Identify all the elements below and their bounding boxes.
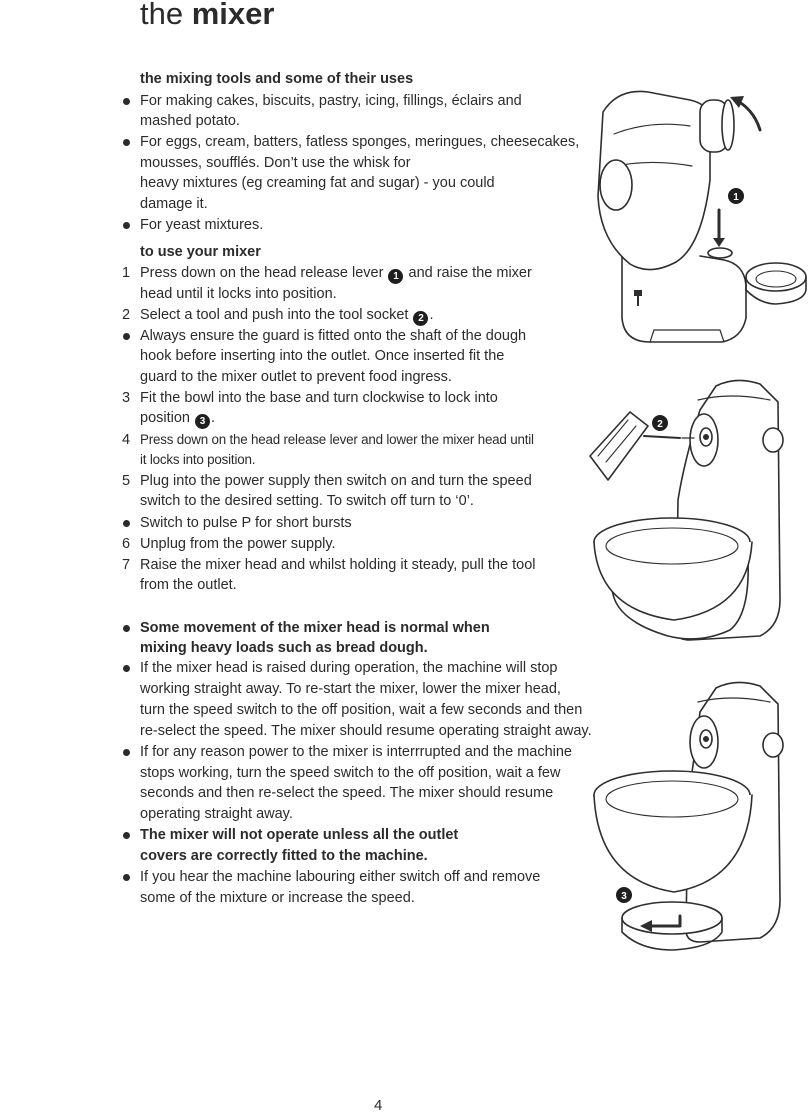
guard-note: Always ensure the guard is fitted onto the shaft of the dough	[0, 326, 640, 346]
callout-3-icon: 3	[195, 414, 210, 429]
mixer-bowl-fit-illustration	[594, 682, 783, 950]
pulse-note: Switch to pulse P for short bursts	[0, 513, 640, 533]
step-1: 1 Press down on the head release lever 1 and raise the mixer	[121, 265, 532, 282]
important-4: The mixer will not operate unless all the outlet	[0, 825, 640, 845]
tool-dough-hook: For yeast mixtures.	[0, 215, 640, 235]
step-2: 2 Select a tool and push into the tool socket 2 .	[121, 307, 434, 324]
step-4: 4 Press down on the head release lever and lower the mixer head until	[121, 432, 534, 448]
step-6: 6 Unplug from the power supply.	[121, 536, 336, 552]
callout-1-icon: 1	[388, 269, 403, 284]
tool-beater: For making cakes, biscuits, pastry, icing, fillings, éclairs and	[0, 91, 640, 111]
callout-3-label: 3	[621, 891, 627, 902]
callout-2-icon: 2	[413, 311, 428, 326]
use-heading: to use your mixer	[140, 244, 261, 260]
step-5: 5 Plug into the power supply then switch on and turn the speed	[121, 473, 532, 489]
mixer-head-raised-illustration	[598, 91, 806, 342]
step-3: 3 Fit the bowl into the base and turn clockwise to lock into	[121, 390, 498, 406]
important-2: If the mixer head is raised during operation, the machine will stop	[0, 658, 640, 678]
tool-whisk: For eggs, cream, batters, fatless sponges, meringues, cheesecakes,	[0, 132, 640, 152]
tools-heading: the mixing tools and some of their uses	[140, 71, 414, 87]
important-5: If you hear the machine labouring either switch off and remove	[0, 867, 640, 887]
callout-1-label: 1	[733, 192, 739, 203]
page-number: 4	[374, 1097, 383, 1114]
page-title: the mixer	[140, 0, 275, 31]
callout-2-label: 2	[657, 419, 663, 430]
mixer-tool-insert-illustration	[590, 380, 783, 640]
important-1: Some movement of the mixer head is normal when	[0, 618, 640, 638]
step-7: 7 Raise the mixer head and whilst holding it steady, pull the tool	[121, 557, 536, 573]
important-3: If for any reason power to the mixer is interrrupted and the machine	[0, 742, 640, 762]
